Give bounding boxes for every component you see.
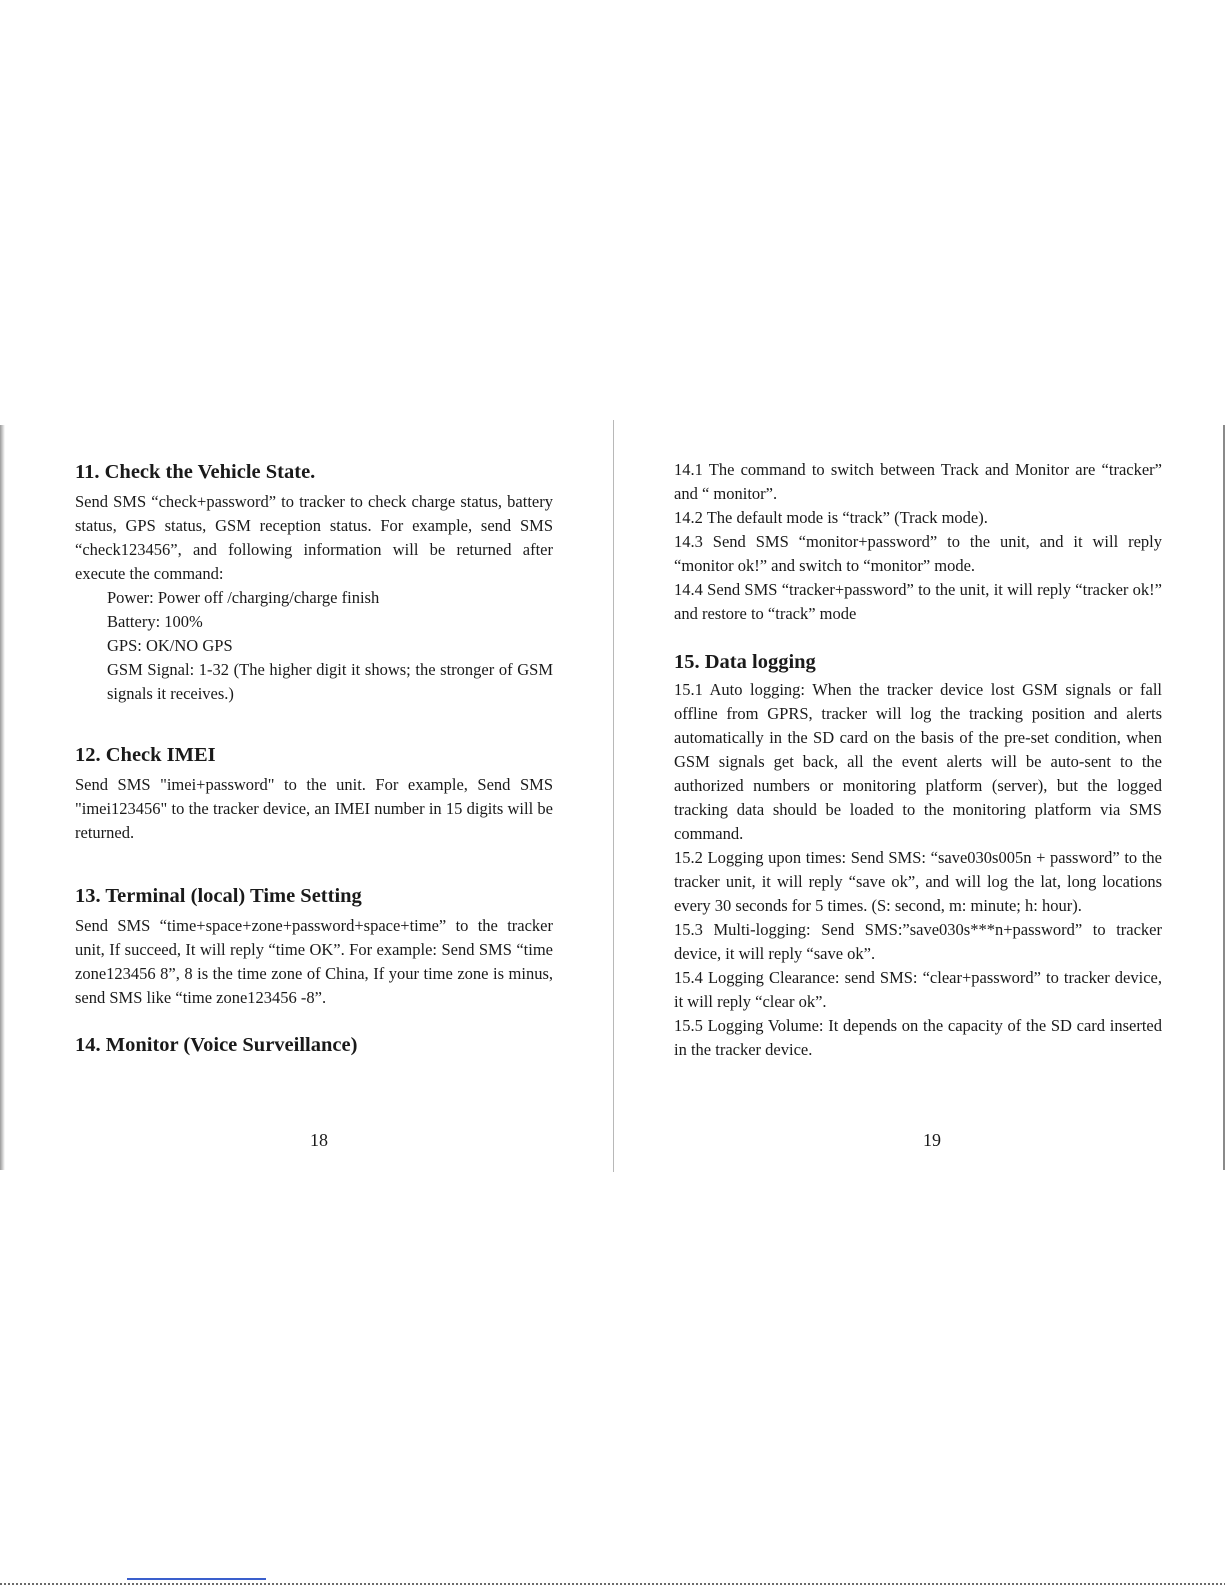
section-14-heading: 14. Monitor (Voice Surveillance): [75, 1034, 358, 1056]
section-15-item-5: 15.5 Logging Volume: It depends on the capacity of the SD card inserted in the tracker device.: [674, 1016, 1162, 1059]
right-page: [614, 0, 1225, 1585]
section-13-body: Send SMS “time+space+zone+password+space+time” to the tracker unit, If succeed, It will reply “time OK”. For example: Send SMS “time zone123456 8”, 8 is the time zone of China, If your time zone is minus, send SMS like “time zone123456 -8”.: [75, 916, 553, 1007]
section-15-heading: 15. Data logging: [674, 651, 816, 673]
right-page-content: [674, 458, 1162, 1062]
section-12-heading: 12. Check IMEI: [75, 744, 216, 766]
section-15-item-3: 15.3 Multi-logging: Send SMS:”save030s***n+password” to tracker device, it will reply “save ok”.: [674, 920, 1162, 963]
left-page: [0, 0, 612, 1585]
section-15-item-1: 15.1 Auto logging: When the tracker device lost GSM signals or fall offline from GPRS, tracker will log the tracking position and alerts automatically in the SD card on the basis of the pre-set condition, when GSM signals get back, all the event alerts will be auto-sent to the authorized numbers or monitoring platform (server), but the logged tracking data should be loaded to the monitoring platform via SMS command.: [674, 680, 1162, 843]
left-page-content: [75, 458, 553, 1059]
section-13-heading: 13. Terminal (local) Time Setting: [75, 885, 362, 907]
page-number-right: 19: [923, 1130, 941, 1150]
section-14-item-2: 14.2 The default mode is “track” (Track mode).: [674, 508, 988, 527]
bottom-blue-mark: [127, 1578, 266, 1580]
section-15-item-2: 15.2 Logging upon times: Send SMS: “save030s005n + password” to the tracker unit, it will reply “save ok”, and will log the lat, long locations every 30 seconds for 5 times. (S: second, m: minute; h: hour).: [674, 848, 1162, 915]
status-item-power: Power: Power off /charging/charge finish: [107, 588, 380, 607]
page-number-left: 18: [310, 1130, 328, 1150]
section-11-intro: Send SMS “check+password” to tracker to check charge status, battery status, GPS status, GSM reception status. For example, send SMS “check123456”, and following information will be returned after execute the command:: [75, 492, 553, 583]
section-11-heading: 11. Check the Vehicle State.: [75, 461, 316, 483]
section-14-item-3: 14.3 Send SMS “monitor+password” to the unit, and it will reply “monitor ok!” and switch to “monitor” mode.: [674, 532, 1162, 575]
section-14-item-4: 14.4 Send SMS “tracker+password” to the unit, it will reply “tracker ok!” and restore to “track” mode: [674, 580, 1162, 623]
section-15-item-4: 15.4 Logging Clearance: send SMS: “clear+password” to tracker device, it will reply “clear ok”.: [674, 968, 1162, 1011]
section-14-item-1: 14.1 The command to switch between Track and Monitor are “tracker” and “ monitor”.: [674, 460, 1162, 503]
status-item-battery: Battery: 100%: [107, 612, 203, 631]
section-12-body: Send SMS "imei+password" to the unit. For example, Send SMS "imei123456" to the tracker device, an IMEI number in 15 digits will be returned.: [75, 775, 553, 842]
status-item-gps: GPS: OK/NO GPS: [107, 636, 233, 655]
status-item-gsm-signal: GSM Signal: 1-32 (The higher digit it shows; the stronger of GSM signals it receives.): [107, 660, 553, 703]
